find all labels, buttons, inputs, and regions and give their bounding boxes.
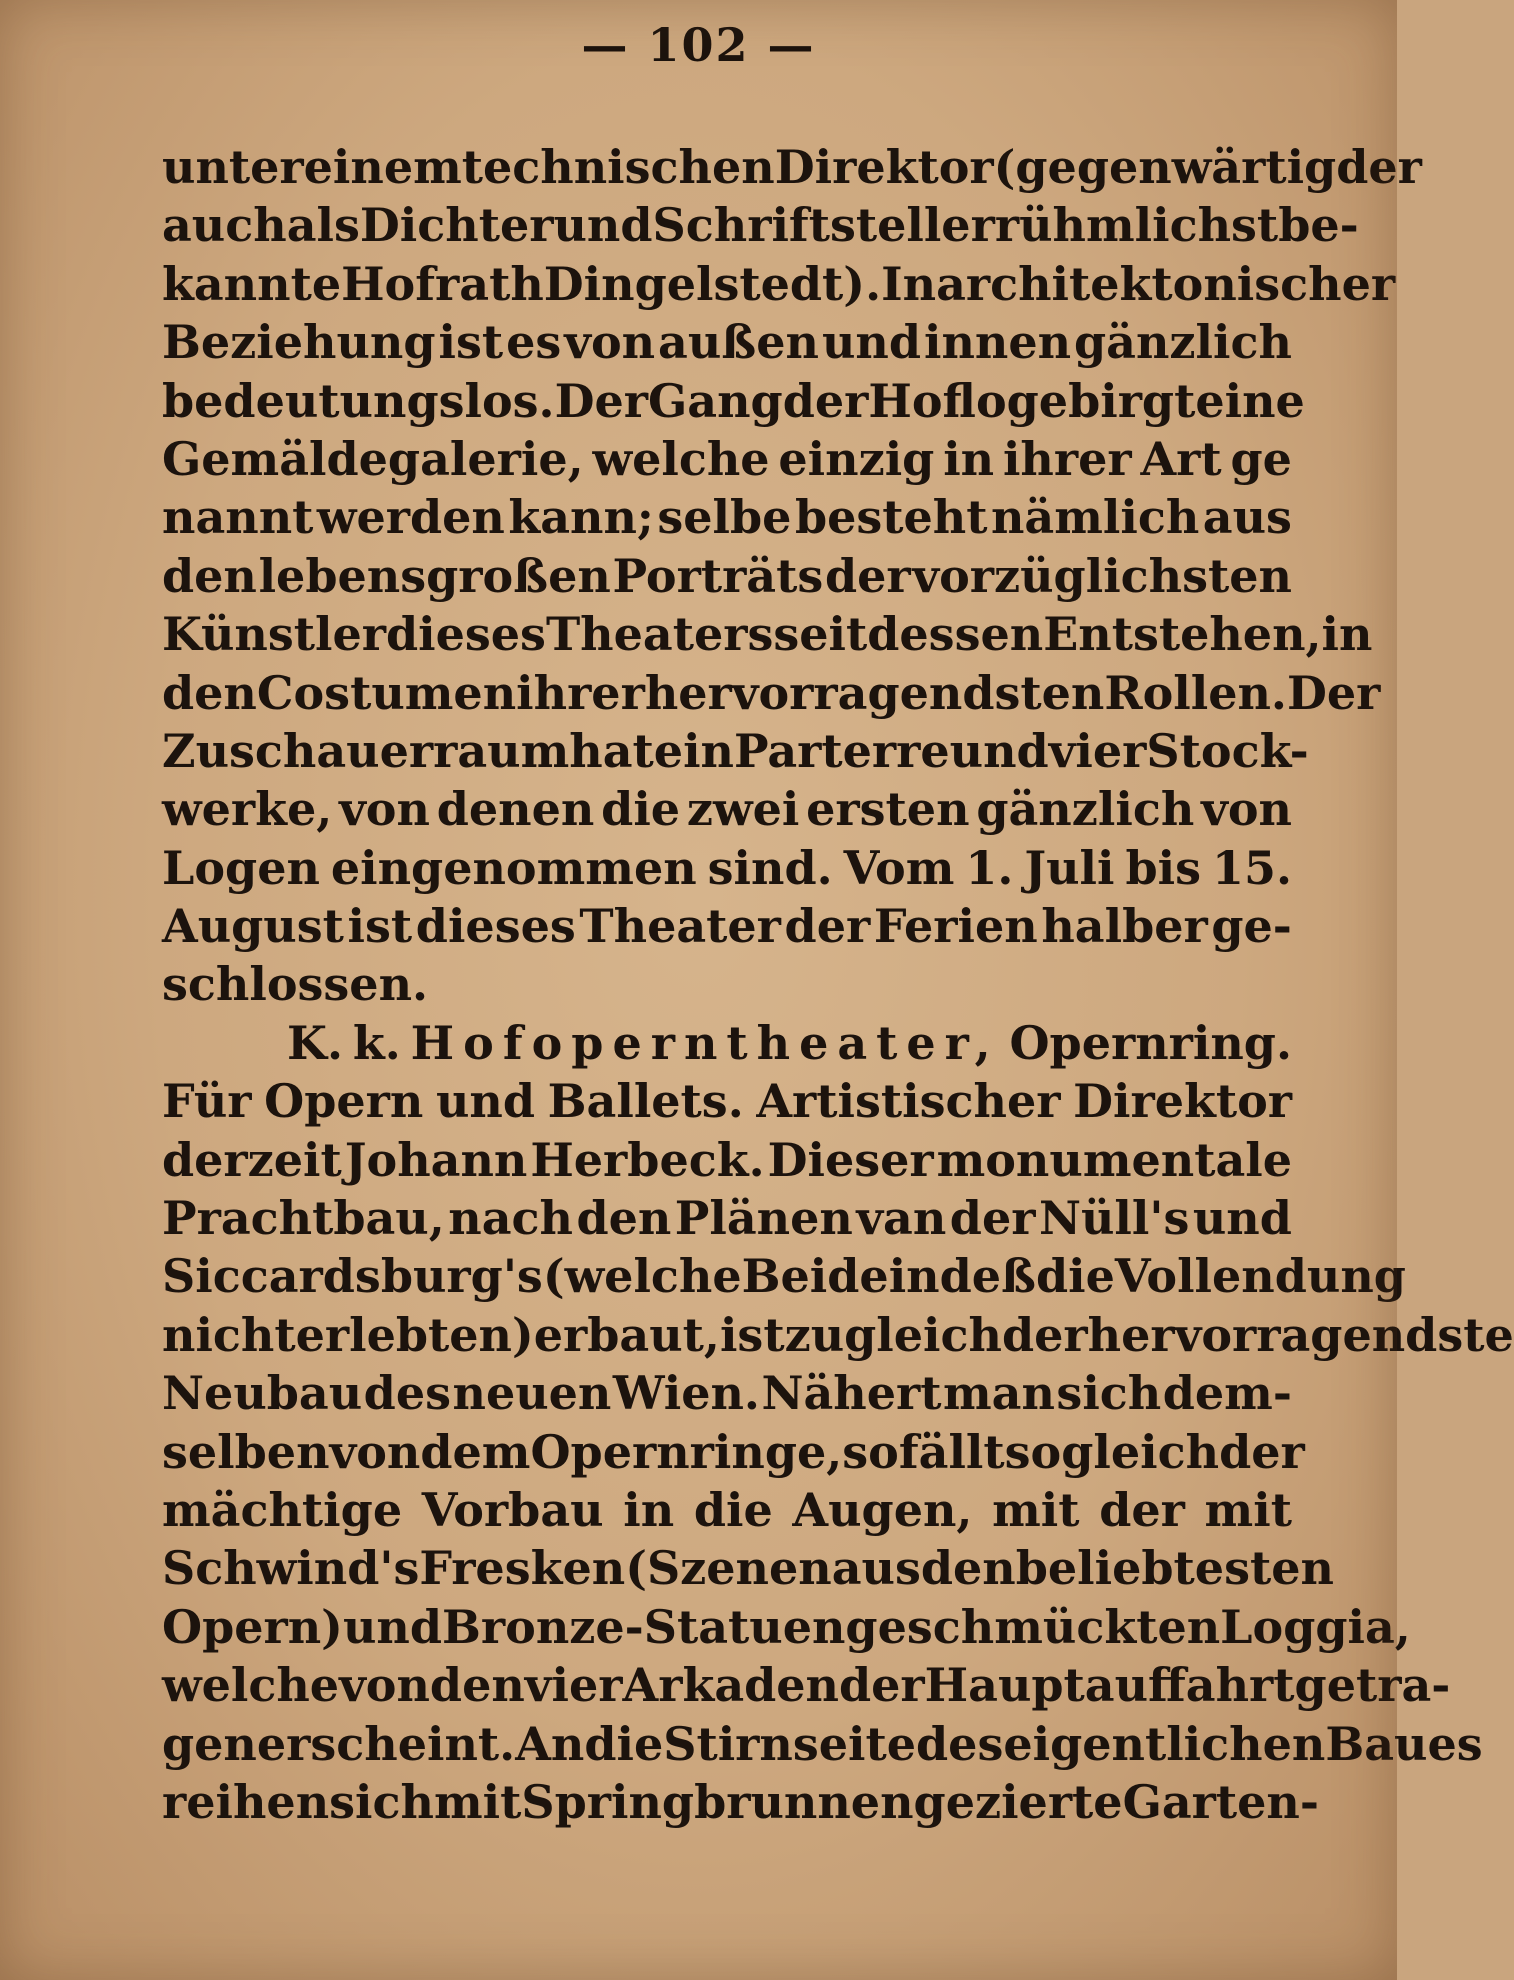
word: der — [824, 548, 911, 603]
text-line-5 — [162, 372, 1305, 430]
text-line-10 — [162, 664, 1381, 722]
word: Opern — [264, 1074, 424, 1129]
word: der — [1336, 140, 1422, 194]
word: erlebten) — [295, 1307, 534, 1362]
word: Loggia, — [1220, 1599, 1411, 1654]
word: innen — [923, 315, 1072, 370]
word: der — [1001, 1307, 1088, 1362]
word: und — [553, 198, 653, 253]
word: ersten — [806, 782, 970, 837]
text-line-3 — [162, 255, 1396, 313]
word: Hofrath — [341, 256, 544, 311]
word: Porträts — [612, 548, 824, 603]
word: K. — [287, 1015, 343, 1070]
word: als — [286, 198, 360, 253]
word: mächtige — [162, 1482, 403, 1537]
word: die — [693, 1482, 773, 1537]
word: den — [162, 548, 257, 603]
word: welche — [162, 1658, 340, 1713]
word: die — [1036, 1249, 1115, 1304]
word: der — [839, 1658, 925, 1713]
word: gen — [162, 1716, 257, 1771]
word: Für — [162, 1074, 252, 1129]
word: (welche — [542, 1249, 742, 1304]
word: halber — [1041, 899, 1208, 954]
word: dem — [420, 1424, 531, 1479]
word: geschmückten — [845, 1599, 1221, 1654]
word: 15. — [1211, 840, 1292, 895]
word: bedeutungslos. — [162, 373, 555, 428]
text-line-6 — [162, 430, 1292, 488]
word: Plänen — [674, 1191, 853, 1246]
word: van — [856, 1191, 947, 1246]
word: werke, — [162, 782, 333, 837]
word: indeß — [888, 1249, 1037, 1304]
word: ge- — [1211, 899, 1292, 954]
word: be- — [1278, 198, 1359, 253]
word: vorzüglichsten — [912, 548, 1292, 603]
word: Schwind's — [162, 1541, 420, 1596]
word: sogleich — [1004, 1424, 1220, 1479]
word: der — [1099, 1482, 1185, 1537]
word: Schriftsteller — [652, 198, 995, 253]
word: Hofoperntheater, — [410, 1015, 1000, 1070]
word: fällt — [898, 1424, 1005, 1479]
word: mit — [992, 1482, 1080, 1537]
word: Johann — [344, 1132, 528, 1187]
word: architektonischer — [936, 256, 1396, 311]
text-line-14 — [162, 897, 1292, 955]
word: monumentale — [936, 1132, 1292, 1187]
word: aus — [1202, 490, 1292, 545]
word: eingenommen — [330, 840, 697, 895]
word: Entstehen, — [1043, 607, 1322, 662]
word: zugleich — [784, 1307, 1002, 1362]
text-line-20 — [162, 1247, 1406, 1305]
word: eine — [1195, 373, 1305, 428]
word: Ballets. — [547, 1074, 744, 1129]
word: 1. — [965, 840, 1014, 895]
word: Gemäldegalerie, — [162, 431, 584, 486]
word: Hauptauffahrt — [924, 1658, 1295, 1713]
word: Ferien — [873, 899, 1038, 954]
word: den — [162, 665, 257, 720]
word: erbaut, — [533, 1307, 720, 1362]
word: der — [949, 1191, 1036, 1246]
text-line-17 — [162, 1072, 1292, 1130]
word: es — [506, 315, 562, 370]
word: sich — [329, 1774, 434, 1829]
word: Zuschauerraum — [162, 723, 570, 778]
word: Theater — [579, 899, 781, 954]
word: in — [623, 1482, 675, 1537]
text-line-8 — [162, 547, 1292, 605]
word: Stock- — [1146, 723, 1309, 778]
word: derzeit — [162, 1132, 342, 1187]
word: beliebtesten — [1015, 1541, 1334, 1596]
word: auch — [162, 198, 287, 253]
word: die — [584, 1716, 664, 1771]
word: Siccardsburg's — [162, 1249, 543, 1304]
word: in — [943, 431, 995, 486]
word: Stirnseite — [663, 1716, 917, 1771]
word: welche — [592, 431, 770, 486]
word: Opernringe, — [530, 1424, 843, 1479]
word: Dieser — [767, 1132, 934, 1187]
text-line-23 — [162, 1423, 1305, 1481]
word: ge — [1230, 431, 1292, 486]
word: hervorragendsten — [644, 665, 1105, 720]
word: den — [429, 1658, 525, 1713]
text-line-1 — [162, 138, 1422, 196]
word: Springbrunnen — [521, 1774, 914, 1829]
text-line-11 — [162, 722, 1309, 780]
word: des — [916, 1716, 1004, 1771]
text-line-29 — [162, 1773, 1319, 1831]
word: dieses — [415, 899, 576, 954]
word: ist — [347, 899, 413, 954]
body-text — [162, 138, 1514, 1831]
word: den — [920, 1541, 1016, 1596]
word: Direktor — [1073, 1074, 1292, 1129]
word: getra- — [1294, 1658, 1451, 1713]
word: denen — [436, 782, 595, 837]
text-line-26 — [162, 1598, 1411, 1656]
word: Artistischer — [756, 1074, 1061, 1129]
word: dem- — [1162, 1366, 1292, 1421]
text-line-24 — [162, 1481, 1292, 1539]
word: birgt — [1068, 373, 1196, 428]
text-line-13 — [162, 839, 1292, 897]
word: von — [339, 1658, 430, 1713]
word: nämlich — [990, 490, 1200, 545]
word: Opern) — [162, 1599, 343, 1654]
word: von — [564, 315, 656, 370]
word: kannte — [162, 256, 342, 311]
text-line-2 — [162, 196, 1359, 254]
word: Gang — [647, 373, 783, 428]
word: Nähert — [761, 1366, 942, 1421]
word: gezierte — [913, 1774, 1123, 1829]
word: Fresken — [419, 1541, 626, 1596]
word: der — [782, 373, 869, 428]
word: und — [821, 315, 921, 370]
text-line-27 — [162, 1656, 1451, 1714]
page-number: — 102 — — [581, 18, 816, 72]
word: sich — [1056, 1366, 1162, 1421]
word: Beziehung — [162, 315, 436, 370]
word: ihrer — [1002, 431, 1132, 486]
word: Prachtbau, — [162, 1191, 445, 1246]
word: ein — [653, 723, 734, 778]
word: dessen — [867, 607, 1044, 662]
word: Dichter — [359, 198, 554, 253]
word: Vom — [843, 840, 955, 895]
word: neuen — [452, 1366, 612, 1421]
word: eigentlichen — [1003, 1716, 1326, 1771]
text-line-9 — [162, 605, 1373, 663]
text-line-25 — [162, 1539, 1334, 1597]
text-line-4 — [162, 313, 1292, 371]
word: außen — [658, 315, 819, 370]
word: ihrer — [516, 665, 645, 720]
word: und — [1192, 1191, 1292, 1246]
word: von — [329, 1424, 421, 1479]
word: rühmlichst — [994, 198, 1279, 253]
word: Vollendung — [1114, 1249, 1406, 1304]
word: lebensgroßen — [258, 548, 611, 603]
word: nannt — [162, 490, 314, 545]
word: werden — [316, 490, 505, 545]
word: und — [435, 1074, 536, 1129]
word: (gegenwärtig — [993, 140, 1337, 194]
word: zwei — [686, 782, 800, 837]
text-line-18 — [162, 1131, 1292, 1189]
word: aus — [831, 1541, 921, 1596]
word: In — [881, 256, 937, 311]
word: sind. — [707, 840, 833, 895]
word: hat — [569, 723, 654, 778]
word: die — [601, 782, 681, 837]
word: ist — [438, 315, 504, 370]
word: ist — [719, 1307, 785, 1362]
word: den — [576, 1191, 672, 1246]
text-line-19 — [162, 1189, 1292, 1247]
word: und — [342, 1599, 443, 1654]
word: nicht — [162, 1307, 296, 1362]
word: selben — [162, 1424, 330, 1479]
word: von — [339, 782, 430, 837]
word: Baues — [1325, 1716, 1483, 1771]
word: gänzlich — [1074, 315, 1292, 370]
word: der — [1219, 1424, 1305, 1479]
text-line-28 — [162, 1715, 1483, 1773]
word: selbe — [657, 490, 792, 545]
word: seit — [773, 607, 868, 662]
word: Vorbau — [421, 1482, 604, 1537]
word: Bronze-Statuen — [442, 1599, 846, 1654]
word: vier — [1048, 723, 1147, 778]
word: so — [842, 1424, 899, 1479]
word: nach — [448, 1191, 573, 1246]
word: dieses — [385, 607, 546, 662]
word: Herbeck. — [530, 1132, 765, 1187]
text-line-12 — [162, 780, 1292, 838]
word: Art — [1140, 431, 1222, 486]
word: Garten- — [1122, 1774, 1319, 1829]
word: Neubau — [162, 1366, 363, 1421]
text-line-22 — [162, 1364, 1292, 1422]
word: mit — [433, 1774, 522, 1829]
text-line-7 — [162, 488, 1292, 546]
word: August — [162, 899, 344, 954]
word: Juli — [1024, 840, 1115, 895]
word: Theaters — [545, 607, 774, 662]
word: An — [515, 1716, 585, 1771]
word: Der — [554, 373, 648, 428]
word: reihen — [162, 1774, 330, 1829]
text-line-21 — [162, 1306, 1514, 1364]
word: Der — [1286, 665, 1381, 720]
word: einem — [303, 140, 462, 194]
word: (Szenen — [625, 1541, 832, 1596]
word: und — [949, 723, 1049, 778]
word: in — [1321, 607, 1373, 662]
word: Rollen. — [1104, 665, 1287, 720]
word: der — [784, 899, 871, 954]
text-line-16 — [162, 1014, 1292, 1072]
word: einzig — [778, 431, 935, 486]
word: besteht — [794, 490, 988, 545]
word: hervorragendste — [1087, 1307, 1514, 1362]
word: gänzlich — [976, 782, 1195, 837]
word: Nüll's — [1038, 1191, 1190, 1246]
word: Wien. — [612, 1366, 760, 1421]
word: Costumen — [256, 665, 517, 720]
text-line-15 — [162, 955, 1292, 1013]
word: erscheint. — [256, 1716, 516, 1771]
word: Dingelstedt). — [543, 256, 882, 311]
word: kann; — [508, 490, 654, 545]
word: mit — [1204, 1482, 1292, 1537]
word: vier — [524, 1658, 623, 1713]
word: Arkaden — [622, 1658, 839, 1713]
word: k. — [352, 1015, 401, 1070]
word: schlossen. — [162, 957, 429, 1012]
word: des — [363, 1366, 451, 1421]
word: Hofloge — [868, 373, 1069, 428]
word: Opernring. — [1009, 1015, 1292, 1070]
word: von — [1201, 782, 1292, 837]
word: Parterre — [733, 723, 950, 778]
word: Logen — [162, 840, 320, 895]
word: bis — [1125, 840, 1202, 895]
word: man — [942, 1366, 1055, 1421]
word: unter — [162, 140, 304, 194]
word: Direktor — [774, 140, 994, 194]
word: Künstler — [162, 607, 386, 662]
word: technischen — [461, 140, 775, 194]
word: Augen, — [792, 1482, 973, 1537]
word: Beide — [741, 1249, 889, 1304]
